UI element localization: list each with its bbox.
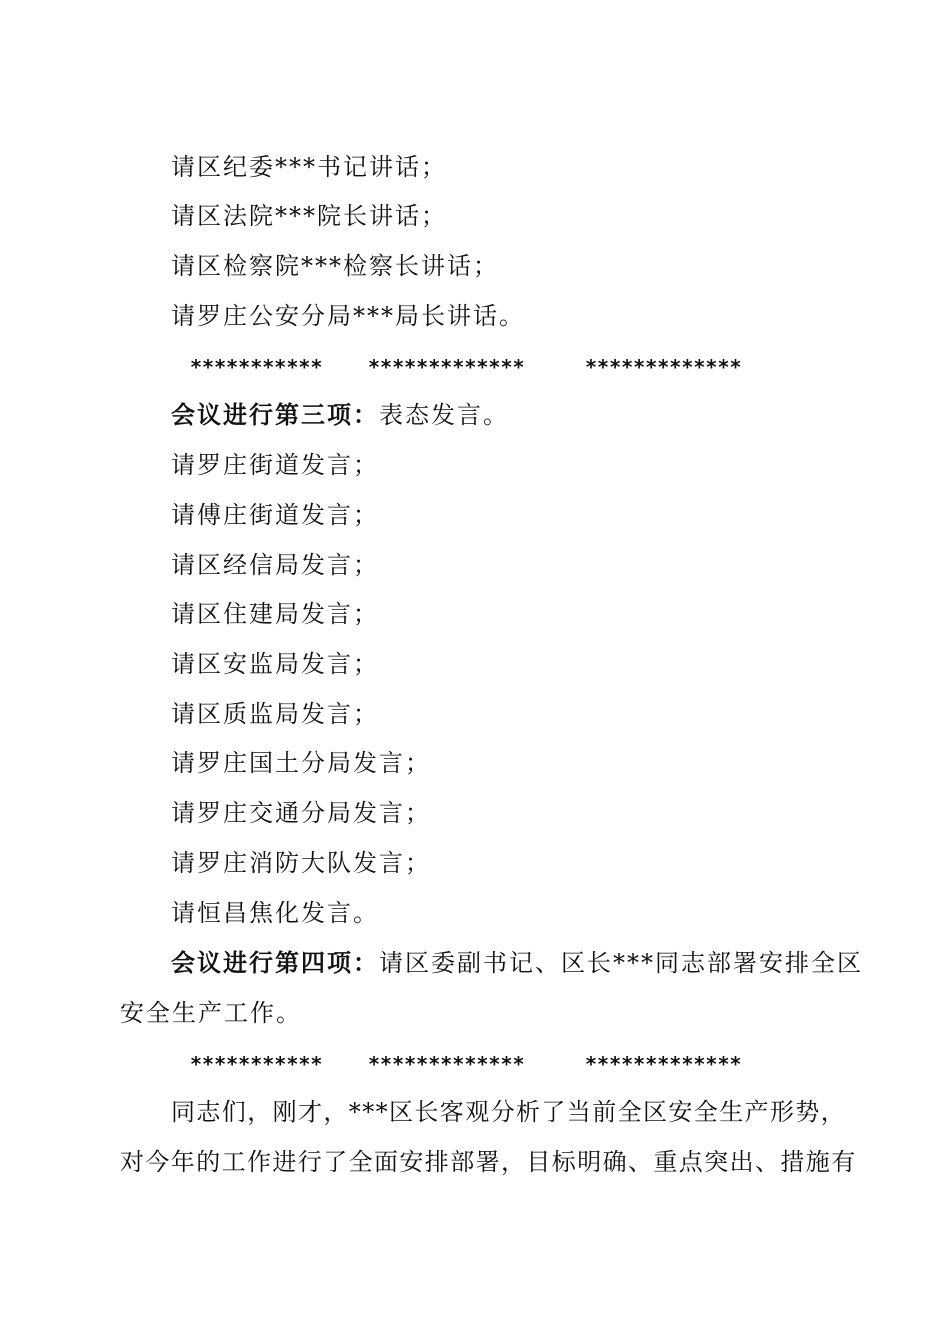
- agenda-item-4-continuation: 安全生产工作。: [120, 999, 302, 1027]
- agenda-item-heading: 会议进行第三项：: [171, 400, 379, 429]
- separator-stars: ***********: [190, 355, 323, 379]
- agenda-item-text: 表态发言。: [379, 401, 509, 429]
- separator-stars: *************: [585, 1052, 742, 1076]
- statement-line: 请罗庄街道发言；: [171, 451, 379, 479]
- speech-line: 请区检察院***检察长讲话；: [171, 252, 499, 280]
- agenda-item-text: 请区委副书记、区长***同志部署安排全区: [379, 949, 863, 977]
- speech-line: 请区法院***院长讲话；: [171, 202, 447, 230]
- statement-line: 请罗庄交通分局发言；: [171, 799, 431, 827]
- separator-stars: *************: [368, 355, 525, 379]
- agenda-item-heading: 会议进行第四项：: [171, 948, 379, 977]
- statement-line: 请区质监局发言；: [171, 700, 379, 728]
- statement-line: 请罗庄消防大队发言；: [171, 849, 431, 877]
- statement-line: 请区安监局发言；: [171, 650, 379, 678]
- separator-stars: ***********: [190, 1052, 323, 1076]
- agenda-item-4: [171, 948, 863, 978]
- closing-paragraph-line: 对今年的工作进行了全面安排部署，目标明确、重点突出、措施有: [120, 1148, 857, 1176]
- statement-line: 请罗庄国土分局发言；: [171, 749, 431, 777]
- speech-line: 请区纪委***书记讲话；: [171, 153, 447, 181]
- statement-line: 请区经信局发言；: [171, 551, 379, 579]
- statement-line: 请恒昌焦化发言。: [171, 899, 379, 927]
- statement-line: 请傅庄街道发言；: [171, 501, 379, 529]
- statement-line: 请区住建局发言；: [171, 600, 379, 628]
- separator-stars: *************: [368, 1052, 525, 1076]
- speech-line: 请罗庄公安分局***局长讲话。: [171, 302, 525, 330]
- separator-stars: *************: [585, 355, 742, 379]
- closing-paragraph-line: 同志们，刚才，***区长客观分析了当前全区安全生产形势，: [171, 1098, 847, 1126]
- agenda-item-3: [171, 400, 509, 430]
